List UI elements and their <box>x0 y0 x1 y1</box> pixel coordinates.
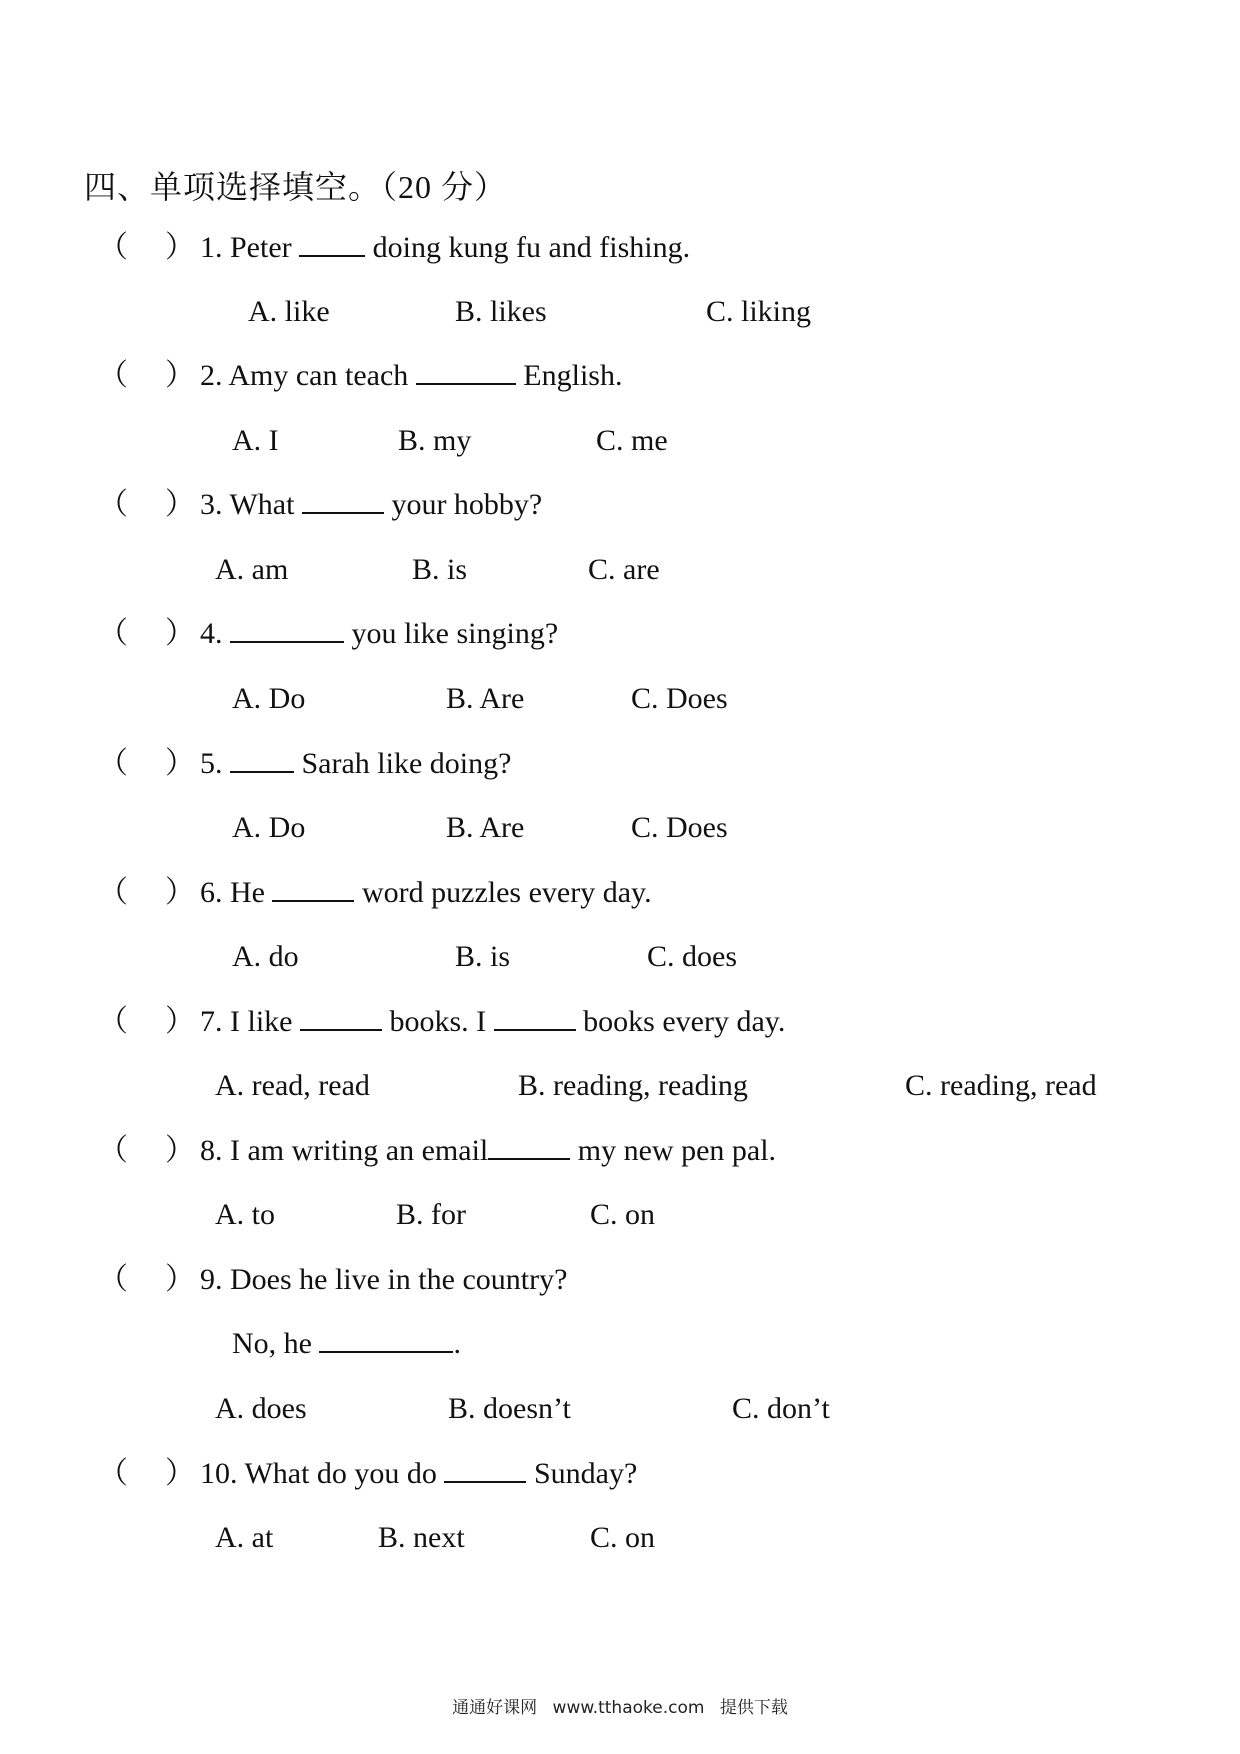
question-text: What do you do <box>244 1457 437 1490</box>
question-text: Sarah like doing? <box>301 747 512 780</box>
option-a: A. am <box>215 553 289 586</box>
option-c: C. don’t <box>732 1392 830 1425</box>
answer-paren-open: （ <box>98 359 128 392</box>
question-9-answer-line <box>232 1326 461 1362</box>
option-b: B. doesn’t <box>448 1392 571 1425</box>
question-text: my new pen pal. <box>577 1134 777 1167</box>
option-b: B. Are <box>446 682 525 715</box>
answer-blank <box>302 488 384 514</box>
answer-paren-close: ） <box>165 1263 195 1296</box>
question-text: He <box>230 876 265 909</box>
option-a: A. I <box>232 424 279 457</box>
answer-paren-close: ） <box>165 1134 195 1167</box>
option-b: B. likes <box>455 295 547 328</box>
answer-blank <box>488 1134 570 1160</box>
answer-paren-open: （ <box>98 231 128 264</box>
question-text: Peter <box>230 231 292 264</box>
answer-blank <box>444 1457 526 1483</box>
question-number: 8. <box>200 1134 223 1167</box>
question-text: your hobby? <box>391 488 543 521</box>
footer-site-name: 通通好课网 <box>452 1698 538 1718</box>
question-text: What <box>229 488 295 521</box>
question-number: 3. <box>200 488 223 521</box>
footer-action: 提供下载 <box>719 1698 788 1718</box>
answer-paren-close: ） <box>165 488 195 521</box>
answer-paren-open: （ <box>98 1457 128 1490</box>
answer-blank <box>230 617 344 643</box>
option-c: C. on <box>590 1198 656 1231</box>
option-a: A. at <box>215 1521 274 1554</box>
answer-blank <box>416 359 516 385</box>
question-text: doing kung fu and fishing. <box>372 231 691 264</box>
option-b: B. reading, reading <box>518 1069 748 1102</box>
answer-paren-open: （ <box>98 617 128 650</box>
option-c: C. me <box>596 424 668 457</box>
answer-blank <box>300 1005 382 1031</box>
answer-blank <box>494 1005 576 1031</box>
option-b: B. my <box>398 424 472 457</box>
option-a: A. Do <box>232 682 306 715</box>
question-text: Amy can teach <box>228 359 409 392</box>
question-number: 5. <box>200 747 223 780</box>
question-number: 9. <box>200 1263 223 1296</box>
answer-paren-open: （ <box>98 1134 128 1167</box>
option-b: B. is <box>455 940 511 973</box>
section-title: 四、单项选择填空。（20 分） <box>84 169 508 205</box>
option-a: A. Do <box>232 811 306 844</box>
option-c: C. Does <box>631 811 728 844</box>
question-text: No, he <box>232 1327 312 1360</box>
option-a: A. does <box>215 1392 307 1425</box>
option-a: A. like <box>248 295 330 328</box>
answer-blank <box>272 876 354 902</box>
question-text: I like <box>230 1005 293 1038</box>
answer-paren-open: （ <box>98 488 128 521</box>
question-text: word puzzles every day. <box>361 876 652 909</box>
option-c: C. are <box>588 553 660 586</box>
answer-paren-close: ） <box>165 1005 195 1038</box>
answer-paren-close: ） <box>165 747 195 780</box>
question-number: 4. <box>200 617 223 650</box>
question-text: Sunday? <box>533 1457 638 1490</box>
answer-paren-open: （ <box>98 1005 128 1038</box>
footer <box>0 1693 1240 1718</box>
question-text: English. <box>523 359 623 392</box>
answer-paren-open: （ <box>98 747 128 780</box>
answer-paren-close: ） <box>165 359 195 392</box>
option-c: C. on <box>590 1521 656 1554</box>
answer-paren-close: ） <box>165 876 195 909</box>
answer-blank <box>299 231 365 257</box>
question-number: 6. <box>200 876 223 909</box>
footer-url-link[interactable]: www.tthaoke.com <box>552 1698 705 1718</box>
question-text: you like singing? <box>351 617 559 650</box>
option-b: B. next <box>378 1521 465 1554</box>
question-text: books. I <box>389 1005 487 1038</box>
question-text: . <box>453 1327 461 1360</box>
option-a: A. do <box>232 940 299 973</box>
answer-paren-open: （ <box>98 876 128 909</box>
option-c: C. liking <box>706 295 812 328</box>
option-c: C. reading, read <box>905 1069 1097 1102</box>
question-text: I am writing an email <box>230 1134 489 1167</box>
answer-paren-close: ） <box>165 617 195 650</box>
option-b: B. for <box>396 1198 466 1231</box>
option-b: B. is <box>412 553 468 586</box>
answer-paren-open: （ <box>98 1263 128 1296</box>
question-number: 10. <box>200 1457 238 1490</box>
answer-paren-close: ） <box>165 231 195 264</box>
question-text: books every day. <box>583 1005 786 1038</box>
question-number: 7. <box>200 1005 223 1038</box>
answer-blank <box>319 1327 453 1353</box>
option-c: C. Does <box>631 682 728 715</box>
question-text: Does he live in the country? <box>230 1263 568 1296</box>
option-b: B. Are <box>446 811 525 844</box>
option-a: A. read, read <box>215 1069 370 1102</box>
option-a: A. to <box>215 1198 275 1231</box>
answer-blank <box>230 747 294 773</box>
answer-paren-close: ） <box>165 1457 195 1490</box>
question-number: 2. <box>200 359 223 392</box>
question-number: 1. <box>200 231 223 264</box>
option-c: C. does <box>647 940 737 973</box>
